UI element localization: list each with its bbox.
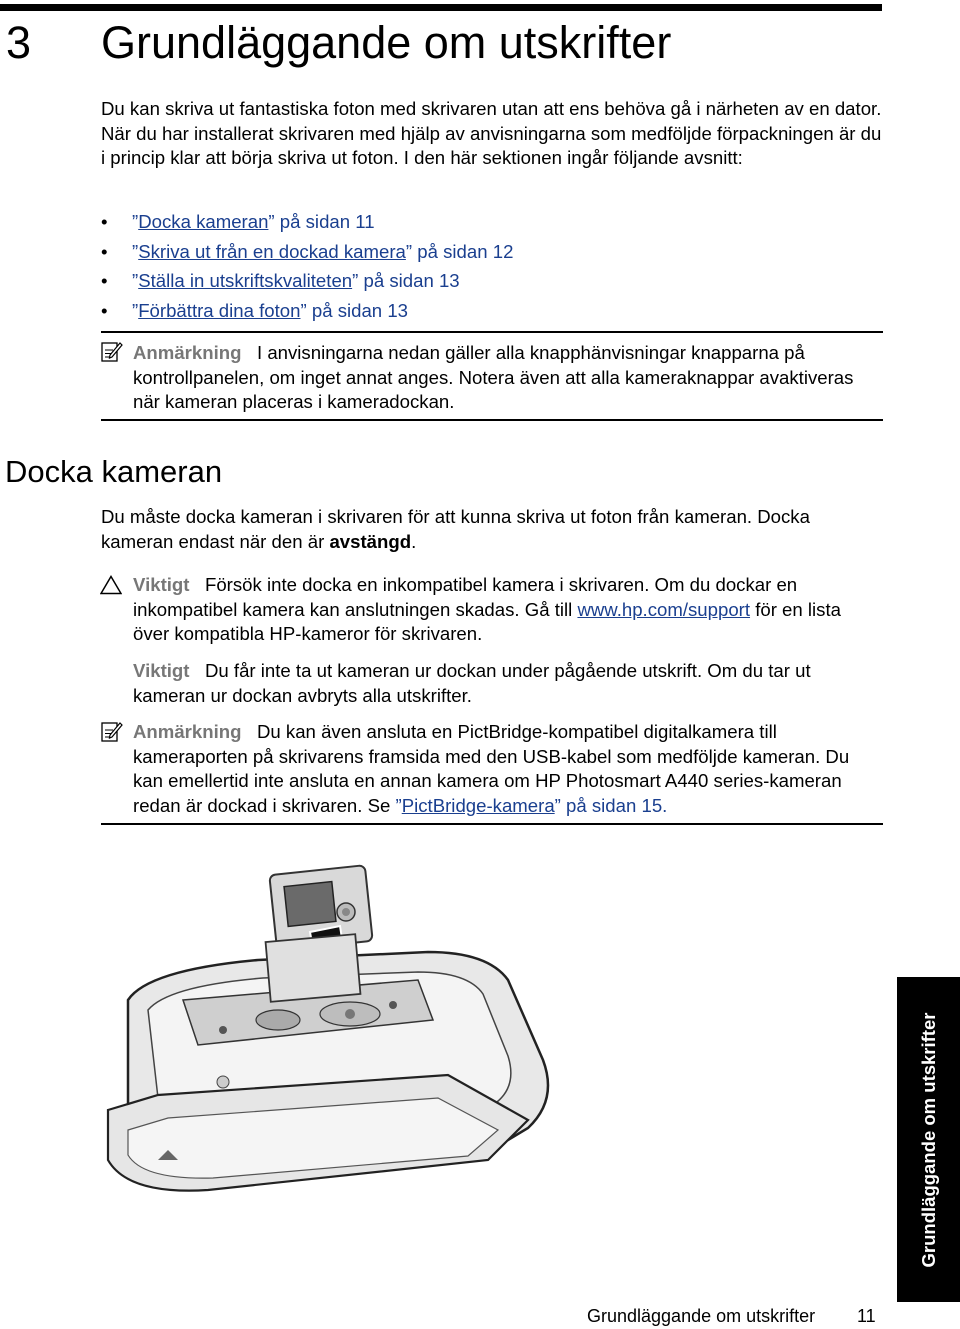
list-item: • ”Skriva ut från en dockad kamera” på sidan 12 (101, 237, 861, 267)
note-top-rule (101, 331, 883, 333)
toc-suffix: på sidan 13 (358, 270, 460, 291)
warning-label: Viktigt (133, 660, 190, 681)
section-body-bold: avstängd (329, 530, 412, 552)
pictbridge-link[interactable]: PictBridge-kamera (401, 794, 555, 816)
section-body-end: . (411, 530, 417, 552)
note-text: Du kan även ansluta en PictBridge-kompatibel digitalkamera till kameraporten på skrivarens framsida med den USB-kabel som medföljde kameran. Du kan emellertid inte ansluta en annan kamera om HP Photosmart A440 series-kameran redan är dockad i skrivaren. Se (133, 721, 850, 816)
bullet: • (101, 240, 108, 262)
toc-link[interactable]: Förbättra dina foton (138, 299, 301, 321)
intro-paragraph: Du kan skriva ut fantastiska foton med skrivaren utan att ens behöva gå i närheten av en dator. När du har installerat skrivaren med hjälp av anvisningarna som medföljde förpackningen är du i princip klar att börja skriva ut foton. I den här sektionen ingår följande avsnitt: (101, 98, 882, 168)
chapter-title: Grundläggande om utskrifter (101, 17, 672, 68)
list-item: • ”Ställa in utskriftskvaliteten” på sidan 13 (101, 266, 861, 296)
toc-suffix: på sidan 12 (412, 240, 514, 262)
bullet: • (101, 299, 108, 321)
warning-triangle-icon (100, 575, 122, 595)
toc-suffix: på sidan 13 (306, 299, 408, 321)
chapter-number: 3 (6, 17, 32, 68)
chapter-side-tab (897, 977, 960, 1302)
warning-text: Du får inte ta ut kameran ur dockan under pågående utskrift. Om du tar ut kameran ur dockan avbryts alla utskrifter. (133, 660, 811, 706)
note-text-end: på sidan 15. (560, 794, 668, 816)
warning-text: Försök inte docka en inkompatibel kamera i skrivaren. Om du dockar en inkompatibel kamera kan anslutningen skadas. Gå till (133, 574, 798, 620)
note-pencil-icon (101, 721, 123, 743)
section-title: Docka kameran (5, 454, 223, 489)
toc-link[interactable]: Docka kameran (138, 211, 269, 232)
note-block (133, 341, 881, 415)
footer-chapter-name: Grundläggande om utskrifter (587, 1306, 816, 1326)
list-item: • ”Docka kameran” på sidan 11 (101, 207, 861, 237)
warning-block (133, 573, 881, 647)
warning-block-2 (133, 659, 881, 708)
footer-page-number: 11 (857, 1306, 876, 1326)
note-bottom-rule (101, 419, 883, 421)
toc-link[interactable]: Skriva ut från en dockad kamera (138, 240, 406, 262)
printer-camera-dock-illustration (88, 860, 648, 1240)
side-tab-label: Grundläggande om utskrifter (917, 1012, 939, 1267)
note-pencil-icon (101, 341, 123, 363)
note-text: I anvisningarna nedan gäller alla knapphänvisningar knapparna på kontrollpanelen, om inget annat anges. Notera även att alla kameraknappar avaktiveras när kameran placeras i kameradockan. (133, 342, 854, 412)
section-body-text: Du måste docka kameran i skrivaren för att kunna skriva ut foton från kameran. Docka kameran endast när den är (101, 506, 810, 552)
printer-icon (108, 934, 548, 1190)
toc-suffix: på sidan 11 (274, 211, 375, 232)
top-rule (0, 4, 882, 11)
note-block-2: Anmärkning Du kan även ansluta en PictBridge-kompatibel digitalkamera till kameraporten på skrivarens framsida med den USB-kabel som medföljde kameran. Du kan emellertid inte ansluta en annan kamera om HP Photosmart A440 series-kameran redan är dockad i skrivaren. Se ”PictBridge-kamera” på sidan 15. (133, 721, 850, 816)
bullet: • (101, 211, 108, 232)
note-bottom-rule (101, 823, 883, 825)
warning-label: Viktigt (133, 574, 190, 595)
note-label: Anmärkning (133, 721, 242, 742)
note-label: Anmärkning (133, 342, 242, 363)
section-body (101, 505, 883, 554)
bullet: • (101, 270, 108, 291)
list-item: • ”Förbättra dina foton” på sidan 13 (101, 296, 861, 326)
section-list (101, 207, 861, 325)
toc-link[interactable]: Ställa in utskriftskvaliteten (138, 270, 353, 291)
warning-text-end: för en lista över kompatibla HP-kameror för skrivaren. (133, 598, 841, 644)
support-link[interactable]: www.hp.com/support (577, 598, 751, 620)
